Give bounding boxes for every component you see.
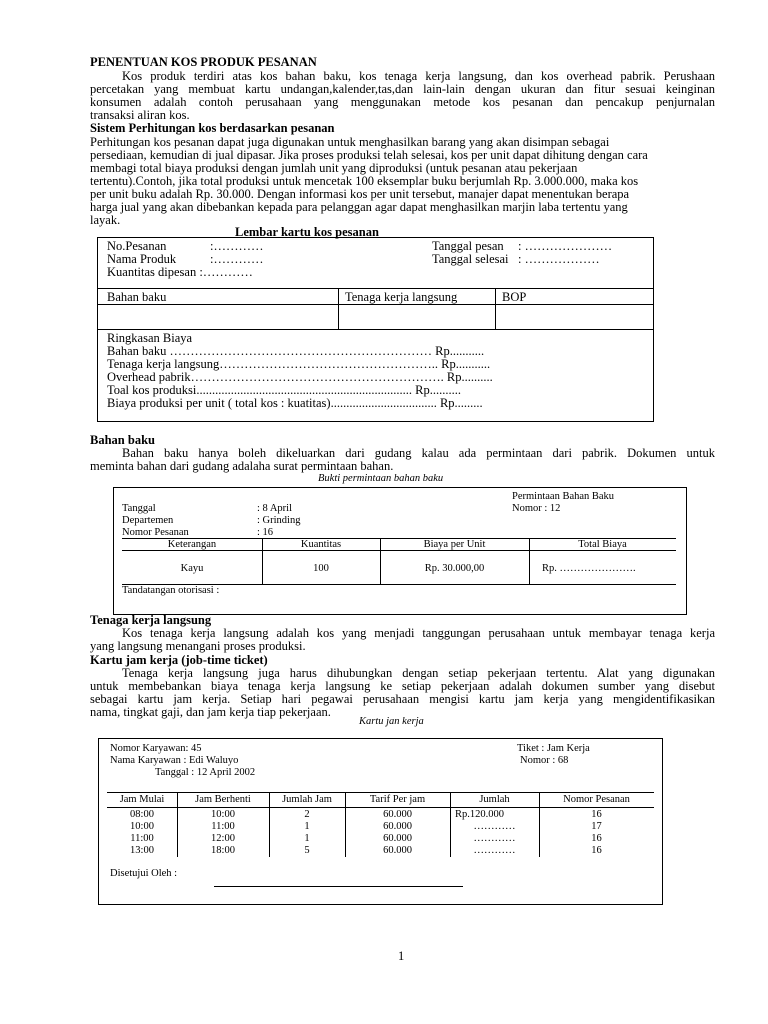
- page-heading: PENENTUAN KOS PRODUK PESANAN: [90, 55, 317, 69]
- bukti-col-biaya-per-unit: Biaya per Unit: [423, 539, 486, 550]
- table-cell: 60.000: [383, 821, 412, 832]
- tanggal-selesai-value: : ………………: [518, 252, 600, 266]
- table-cell: 17: [591, 821, 602, 832]
- table-cell: 60.000: [383, 833, 412, 844]
- divider: [98, 329, 653, 330]
- table-cell: 1: [304, 833, 310, 844]
- kj-col-jumlah-jam: Jumlah Jam: [282, 794, 332, 805]
- kj-col-nomor-pesanan: Nomor Pesanan: [563, 794, 630, 805]
- ringkasan-title: Ringkasan Biaya: [107, 331, 193, 345]
- intro-line-4: transaksi aliran kos.: [90, 108, 190, 122]
- sistem-line-7: layak.: [90, 213, 121, 227]
- nomor-tiket: Nomor : 68: [520, 755, 569, 766]
- divider: [495, 288, 496, 330]
- kartu-jam-line-1: Tenaga kerja langsung juga harus dihubungkan dengan setiap pekerjaan tertentu. Alat yang digunakan: [122, 666, 715, 680]
- bukti-col-total-biaya: Total Biaya: [578, 539, 627, 550]
- divider: [338, 288, 339, 330]
- bukti-cell-keterangan: Kayu: [180, 563, 204, 574]
- table-cell: 08:00: [130, 809, 154, 820]
- tanggal-kartu-jam: Tanggal : 12 April 2002: [155, 767, 256, 778]
- disetujui-oleh: Disetujui Oleh :: [110, 868, 178, 879]
- table-cell: …………: [473, 833, 516, 844]
- bukti-header-title: Permintaan Bahan Baku: [512, 491, 615, 502]
- kartu-jam-line-2: untuk membebankan biaya tenaga kerja langsung ke setiap pekerjaan adalah dokumen sumber yang disebut: [90, 679, 715, 693]
- tenaga-line-1: Kos tenaga kerja langsung adalah kos yang menjadi tanggungan perusahaan untuk membayar tenaga kerja: [122, 626, 715, 640]
- no-pesanan-label: No.Pesanan: [107, 239, 167, 253]
- table-cell: 10:00: [211, 809, 235, 820]
- bukti-nomor-pesanan-label: Nomor Pesanan: [122, 527, 189, 538]
- page-number: 1: [398, 949, 405, 963]
- table-cell: 60.000: [383, 809, 412, 820]
- bukti-col-kuantitas: Kuantitas: [300, 539, 342, 550]
- table-cell: 16: [591, 809, 602, 820]
- section-title-tenaga-kerja: Tenaga kerja langsung: [90, 613, 212, 627]
- ringkasan-bahan-baku: Bahan baku ……………………………………………………… Rp...........: [107, 344, 485, 358]
- ringkasan-overhead: Overhead pabrik……………………………………………………. Rp..........: [107, 370, 493, 384]
- kartu-kos-title: Lembar kartu kos pesanan: [235, 225, 379, 239]
- table-cell: 13:00: [130, 845, 154, 856]
- bukti-tanggal-label: Tanggal: [122, 503, 156, 514]
- divider: [529, 538, 530, 584]
- kartu-jam-caption: Kartu jan kerja: [359, 716, 424, 727]
- divider: [98, 304, 653, 305]
- intro-line-1: Kos produk terdiri atas kos bahan baku, kos tenaga kerja langsung, dan kos overhead pabrik. Perushaan: [122, 69, 715, 83]
- sistem-line-5: per unit buku adalah Rp. 30.000. Dengan informasi kos per unit tersebut, manajer dapat menentukan berapa: [90, 187, 630, 201]
- bukti-otorisasi: Tandatangan otorisasi :: [122, 585, 220, 596]
- nomor-karyawan: Nomor Karyawan: 45: [110, 743, 202, 754]
- tanggal-pesan-label: Tanggal pesan: [432, 239, 504, 253]
- divider: [122, 550, 676, 551]
- divider: [262, 538, 263, 584]
- bukti-cell-biaya-per-unit: Rp. 30.000,00: [424, 563, 485, 574]
- signature-line: [214, 886, 463, 887]
- kartu-jam-line-4: nama, tingkat gaji, dan jam kerja tiap pekerjaan.: [90, 705, 331, 719]
- table-cell: …………: [473, 821, 516, 832]
- table-cell: 16: [591, 845, 602, 856]
- col-bahan-baku: Bahan baku: [107, 290, 167, 304]
- table-cell: 11:00: [211, 821, 235, 832]
- table-cell: Rp.120.000: [455, 809, 505, 820]
- bukti-departemen-value: : Grinding: [257, 515, 301, 526]
- tanggal-pesan-value: : …………………: [518, 239, 613, 253]
- bukti-header-nomor: Nomor : 12: [512, 503, 561, 514]
- bukti-departemen-label: Departemen: [122, 515, 174, 526]
- bahan-line-2: meminta bahan dari gudang adalaha surat permintaan bahan.: [90, 459, 394, 473]
- bukti-caption: Bukti permintaan bahan baku: [318, 473, 444, 484]
- section-title-sistem: Sistem Perhitungan kos berdasarkan pesanan: [90, 121, 335, 135]
- sistem-line-4: tertentu).Contoh, jika total produksi untuk mencetak 100 eksemplar buku berjumlah Rp. 3.000.000, maka kos: [90, 174, 639, 188]
- kj-col-tarif: Tarif Per jam: [369, 794, 426, 805]
- no-pesanan-value: :…………: [210, 239, 264, 253]
- section-title-bahan-baku: Bahan baku: [90, 433, 155, 447]
- intro-line-2: percetakan yang membuat kartu undangan,kalender,tas,dan lain-lain dengan ukuran dan fitur sesuai keinginan: [90, 82, 715, 96]
- divider: [380, 538, 381, 584]
- table-cell: 11:00: [130, 833, 154, 844]
- bukti-tanggal-value: : 8 April: [257, 503, 293, 514]
- kuantitas-dipesan: Kuantitas dipesan :…………: [107, 265, 253, 279]
- table-cell: 1: [304, 821, 310, 832]
- nama-karyawan: Nama Karyawan : Edi Waluyo: [110, 755, 239, 766]
- divider: [107, 792, 654, 793]
- col-tenaga-kerja: Tenaga kerja langsung: [345, 290, 458, 304]
- bukti-nomor-pesanan-value: : 16: [257, 527, 274, 538]
- ringkasan-biaya-per-unit: Biaya produksi per unit ( total kos : kuatitas).................................. Rp.........: [107, 396, 483, 410]
- table-cell: 2: [304, 809, 310, 820]
- tiket: Tiket : Jam Kerja: [517, 743, 590, 754]
- bukti-permintaan-form: [113, 487, 687, 615]
- bukti-cell-kuantitas: 100: [313, 563, 329, 574]
- nama-produk-label: Nama Produk: [107, 252, 177, 266]
- tanggal-selesai-label: Tanggal selesai: [432, 252, 509, 266]
- divider: [98, 288, 653, 289]
- col-bop: BOP: [502, 290, 527, 304]
- bukti-col-keterangan: Keterangan: [167, 539, 217, 550]
- table-cell: …………: [473, 845, 516, 856]
- sistem-line-6: harga jual yang akan dibebankan kepada para pelanggan agar dapat menghasilkan marjin laba tertentu yang: [90, 200, 628, 214]
- sistem-line-1: Perhitungan kos pesanan dapat juga digunakan untuk menghasilkan barang yang akan disimpan sebagai: [90, 135, 610, 149]
- kartu-jam-form: [98, 738, 663, 905]
- sistem-line-3: membagi total biaya produksi dengan jumlah unit yang diproduksi (untuk pesanan atau pekerjaan: [90, 161, 578, 175]
- table-cell: 10:00: [130, 821, 154, 832]
- kartu-kos-form: [97, 237, 654, 422]
- ringkasan-tenaga-kerja: Tenaga kerja langsung…………………………………………….. Rp...........: [107, 357, 491, 371]
- table-cell: 16: [591, 833, 602, 844]
- sistem-line-2: persediaan, kemudian di jual dipasar. Jika proses produksi telah selesai, kos per unit dapat dihitung dengan cara: [90, 148, 648, 162]
- bukti-cell-total-biaya: Rp. ………………….: [542, 563, 636, 574]
- intro-line-3: konsumen adalah contoh perusahaan yang menggunakan metode kos pesanan dan pencakup penjurnalan: [90, 95, 715, 109]
- kj-col-jam-berhenti: Jam Berhenti: [195, 794, 251, 805]
- table-cell: 18:00: [211, 845, 235, 856]
- kj-col-jam-mulai: Jam Mulai: [119, 794, 165, 805]
- nama-produk-value: :…………: [210, 252, 264, 266]
- table-cell: 12:00: [211, 833, 235, 844]
- section-title-kartu-jam: Kartu jam kerja (job-time ticket): [90, 653, 268, 667]
- ringkasan-total-kos: Toal kos produksi..................................................................... Rp..........: [107, 383, 461, 397]
- bahan-line-1: Bahan baku hanya boleh dikeluarkan dari gudang kalau ada permintaan dari pabrik. Dokumen untuk: [122, 446, 715, 460]
- table-cell: 60.000: [383, 845, 412, 856]
- kartu-jam-line-3: sebagai kartu jam kerja. Setiap hari pegawai perusahaan mengisi kartu jam kerja yang mengidentifikasikan: [90, 692, 715, 706]
- tenaga-line-2: yang langsung menangani proses produksi.: [90, 639, 306, 653]
- kj-col-jumlah: Jumlah: [479, 794, 510, 805]
- divider: [107, 807, 654, 808]
- table-cell: 5: [304, 845, 310, 856]
